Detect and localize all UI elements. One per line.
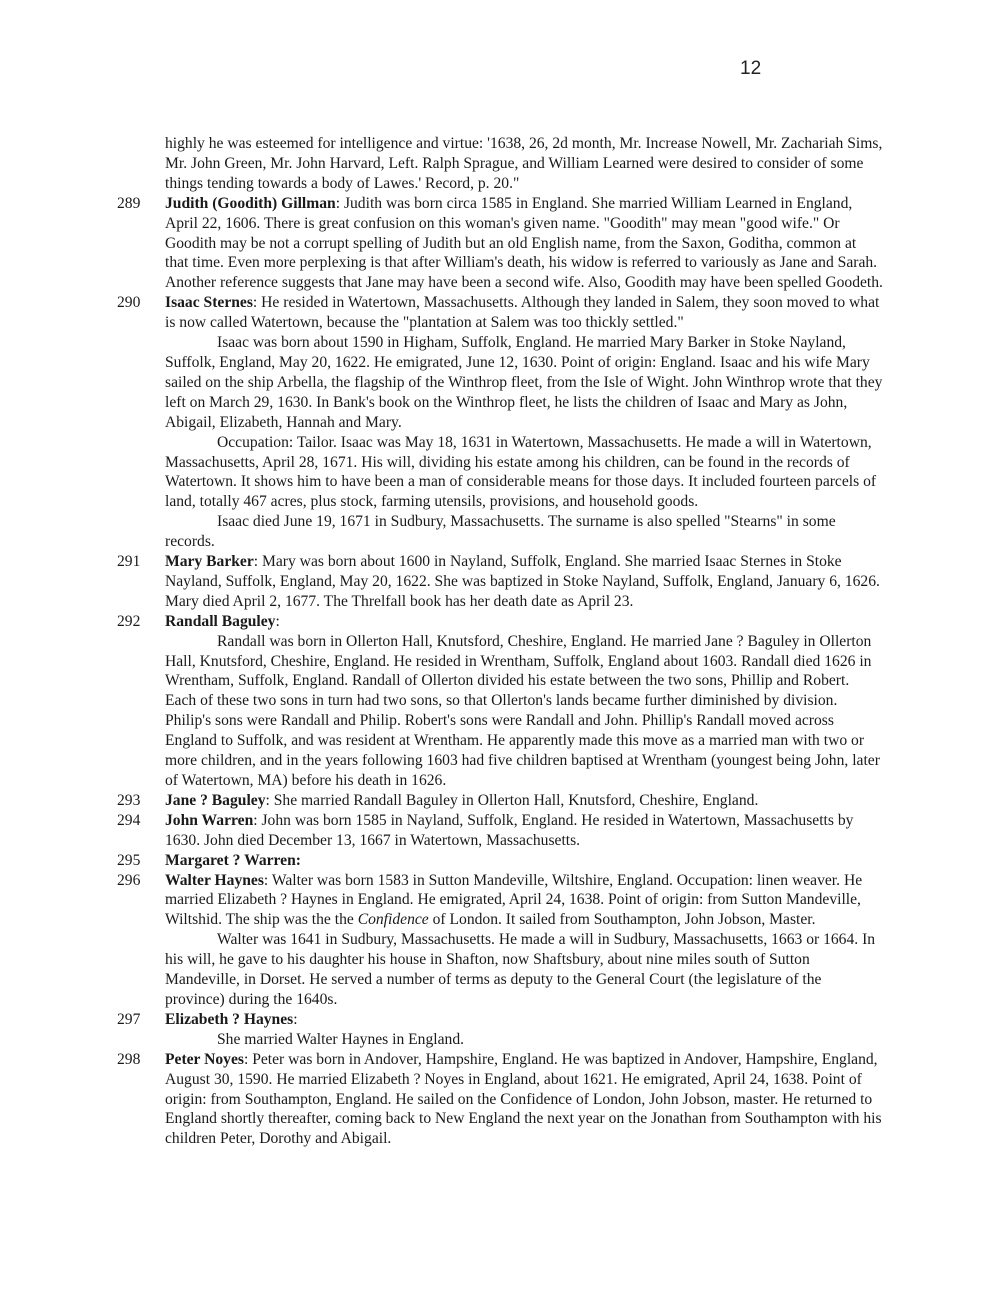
entry-text: She married Randall Baguley in Ollerton Hall, Knutsford, Cheshire, England.	[269, 791, 759, 809]
entry-290-paragraph: Isaac was born about 1590 in Higham, Suffolk, England. He married Mary Barker in Stoke Nayland, Suffolk, England, May 20, 1622. He emigrated, June 12, 1630. Point of origin: England. Isaac and his wife Mary sailed on the ship Arbella, the flagship of the Winthrop fleet, from the Isle of Wight. John Winthrop wrote that they left on March 29, 1630. In Bank's book on the Winthrop fleet, he lists the children of Isaac and Mary as John, Abigail, Elizabeth, Hannah and Mary.	[165, 334, 883, 431]
person-name: John Warren	[165, 811, 254, 829]
separator: :	[293, 1010, 298, 1028]
entry-298	[117, 1050, 883, 1150]
entry-number: 296	[117, 871, 141, 889]
person-name: Judith (Goodith) Gillman	[165, 194, 336, 212]
entry-text: of London. It sailed from Southampton, John Jobson, Master.	[428, 911, 816, 929]
entry-number: 294	[117, 811, 141, 829]
entry-text: Peter was born in Andover, Hampshire, England. He was baptized in Andover, Hampshire, England, August 30, 1590. He married Elizabeth ? Noyes in England, about 1621. He emigrated, April 24, 1638. Point of origin: from Southampton, England. He sailed on the Confidence of London, John Jobson, master. He returned to England shortly thereafter, coming back to New England the next year on the Jonathan from Southampton with his children Peter, Dorothy and Abigail.	[165, 1050, 882, 1148]
entry-290-paragraph: Occupation: Tailor. Isaac was May 18, 1631 in Watertown, Massachusetts. He made a will in Watertown, Massachusetts, April 28, 1671. His will, dividing his estate among his children, can be found in the records of Watertown. It shows him to have been a man of considerable means for those days. It included fourteen parcels of land, totally 467 acres, plus stock, farming utensils, provisions, and household goods.	[165, 433, 877, 511]
entry-295	[117, 851, 883, 871]
person-name: Walter Haynes	[165, 871, 264, 889]
person-name: Randall Baguley	[165, 612, 276, 630]
separator: :	[263, 871, 269, 889]
entry-296	[117, 871, 883, 931]
page-number: 12	[740, 58, 762, 79]
page-content	[117, 134, 883, 1149]
person-name: Peter Noyes	[165, 1050, 244, 1068]
ship-name: Confidence	[357, 911, 429, 929]
person-name: Margaret ? Warren	[165, 851, 296, 869]
entry-number: 290	[117, 294, 141, 312]
entry-number: 291	[117, 553, 141, 571]
entry-number: 297	[117, 1010, 141, 1028]
entry-text: He resided in Watertown, Massachusetts. Although they landed in Salem, they soon moved to what is now called Watertown, because the "plantation at Salem was too thickly settled."	[165, 294, 880, 332]
intro-paragraph: highly he was esteemed for intelligence and virtue: '1638, 26, 2d month, Mr. Increase Nowell, Mr. Zachariah Sims, Mr. John Green, Mr. John Harvard, Left. Ralph Sprague, and William Learned were desired to consider of some things tending towards a body of Lawes.' Record, p. 20."	[165, 135, 883, 192]
separator: :	[253, 553, 259, 571]
separator: :	[243, 1050, 249, 1068]
entry-296-paragraph: Walter was 1641 in Sudbury, Massachusetts. He made a will in Sudbury, Massachusetts, 1663 or 1664. In his will, he gave to his daughter his house in Shafton, now Shaftsbury, about nine miles south of Sutton Mandeville, in Dorset. He served a number of terms as deputy to the General Court (the legislature of the province) during the 1640s.	[165, 931, 876, 1008]
separator: :	[295, 851, 301, 869]
entry-293	[117, 791, 883, 811]
entry-text: Judith was born circa 1585 in England. She married William Learned in England, April 22, 1606. There is great confusion on this woman's given name. "Goodith" may mean "good wife." Or Goodith may be not a corrupt spelling of Judith but an old English name, from the Saxon, Goditha, common at that time. Even more perplexing is that after William's death, his widow is referred to variously as Jane and Sarah. Another reference suggests that Jane may have been a second wife. Also, Goodith may have been spelled Goodeth.	[165, 194, 883, 292]
separator: :	[252, 294, 258, 312]
person-name: Jane ? Baguley	[165, 791, 266, 809]
entry-text: Mary was born about 1600 in Nayland, Suffolk, England. She married Isaac Sternes in Stoke Nayland, Suffolk, England, May 20, 1622. She was baptized in Stoke Nayland, Suffolk, England, January 6, 1626. Mary died April 2, 1677. The Threlfall book has her death date as April 23.	[165, 553, 880, 610]
entry-289	[117, 194, 883, 294]
separator: :	[265, 791, 270, 809]
entry-297-paragraph: She married Walter Haynes in England.	[217, 1030, 465, 1048]
separator: :	[335, 194, 341, 212]
entry-number: 298	[117, 1050, 141, 1068]
person-name: Elizabeth ? Haynes	[165, 1010, 294, 1028]
entry-number: 293	[117, 791, 141, 809]
entry-text: John was born 1585 in Nayland, Suffolk, England. He resided in Watertown, Massachusetts by 1630. John died December 13, 1667 in Watertown, Massachusetts.	[165, 811, 854, 849]
person-name: Isaac Sternes	[165, 294, 253, 312]
entry-294	[117, 811, 883, 851]
entry-292-paragraph: Randall was born in Ollerton Hall, Knutsford, Cheshire, England. He married Jane ? Baguley in Ollerton Hall, Knutsford, Cheshire, England. He resided in Wrentham, Suffolk, England about 1603. Randall died 1626 in Wrentham, Suffolk, England. Randall of Ollerton divided his estate between the two sons, Phillip and Robert. Each of these two sons in turn had two sons, so that Ollerton's lands became further diminished by division. Philip's sons were Randall and Philip. Robert's sons were Randall and John. Phillip's Randall moved across England to Suffolk, and was resident at Wrentham. He apparently made this move as a married man with two or more children, and in the years following 1603 had five children baptised at Wrentham (youngest being John, later of Watertown, MA) before his death in 1626.	[165, 632, 880, 789]
entry-290-paragraph: Isaac died June 19, 1671 in Sudbury, Massachusetts. The surname is also spelled "Stearns" in some records.	[165, 513, 836, 551]
entry-text: Walter was born 1583 in Sutton Mandeville, Wiltshire, England. Occupation: linen weaver. He married Elizabeth ? Haynes in England. He emigrated, April 24, 1638. Point of origin: from Sutton Mandeville, Wiltshid. The ship was the the	[165, 871, 863, 929]
entry-number: 292	[117, 612, 141, 630]
entry-297	[117, 1010, 883, 1030]
entry-number: 289	[117, 194, 141, 212]
person-name: Mary Barker	[165, 553, 254, 571]
separator: :	[275, 612, 280, 630]
entry-292	[117, 612, 883, 632]
separator: :	[253, 811, 258, 829]
entry-291	[117, 552, 883, 612]
entry-290	[117, 293, 883, 333]
entry-number: 295	[117, 851, 141, 869]
